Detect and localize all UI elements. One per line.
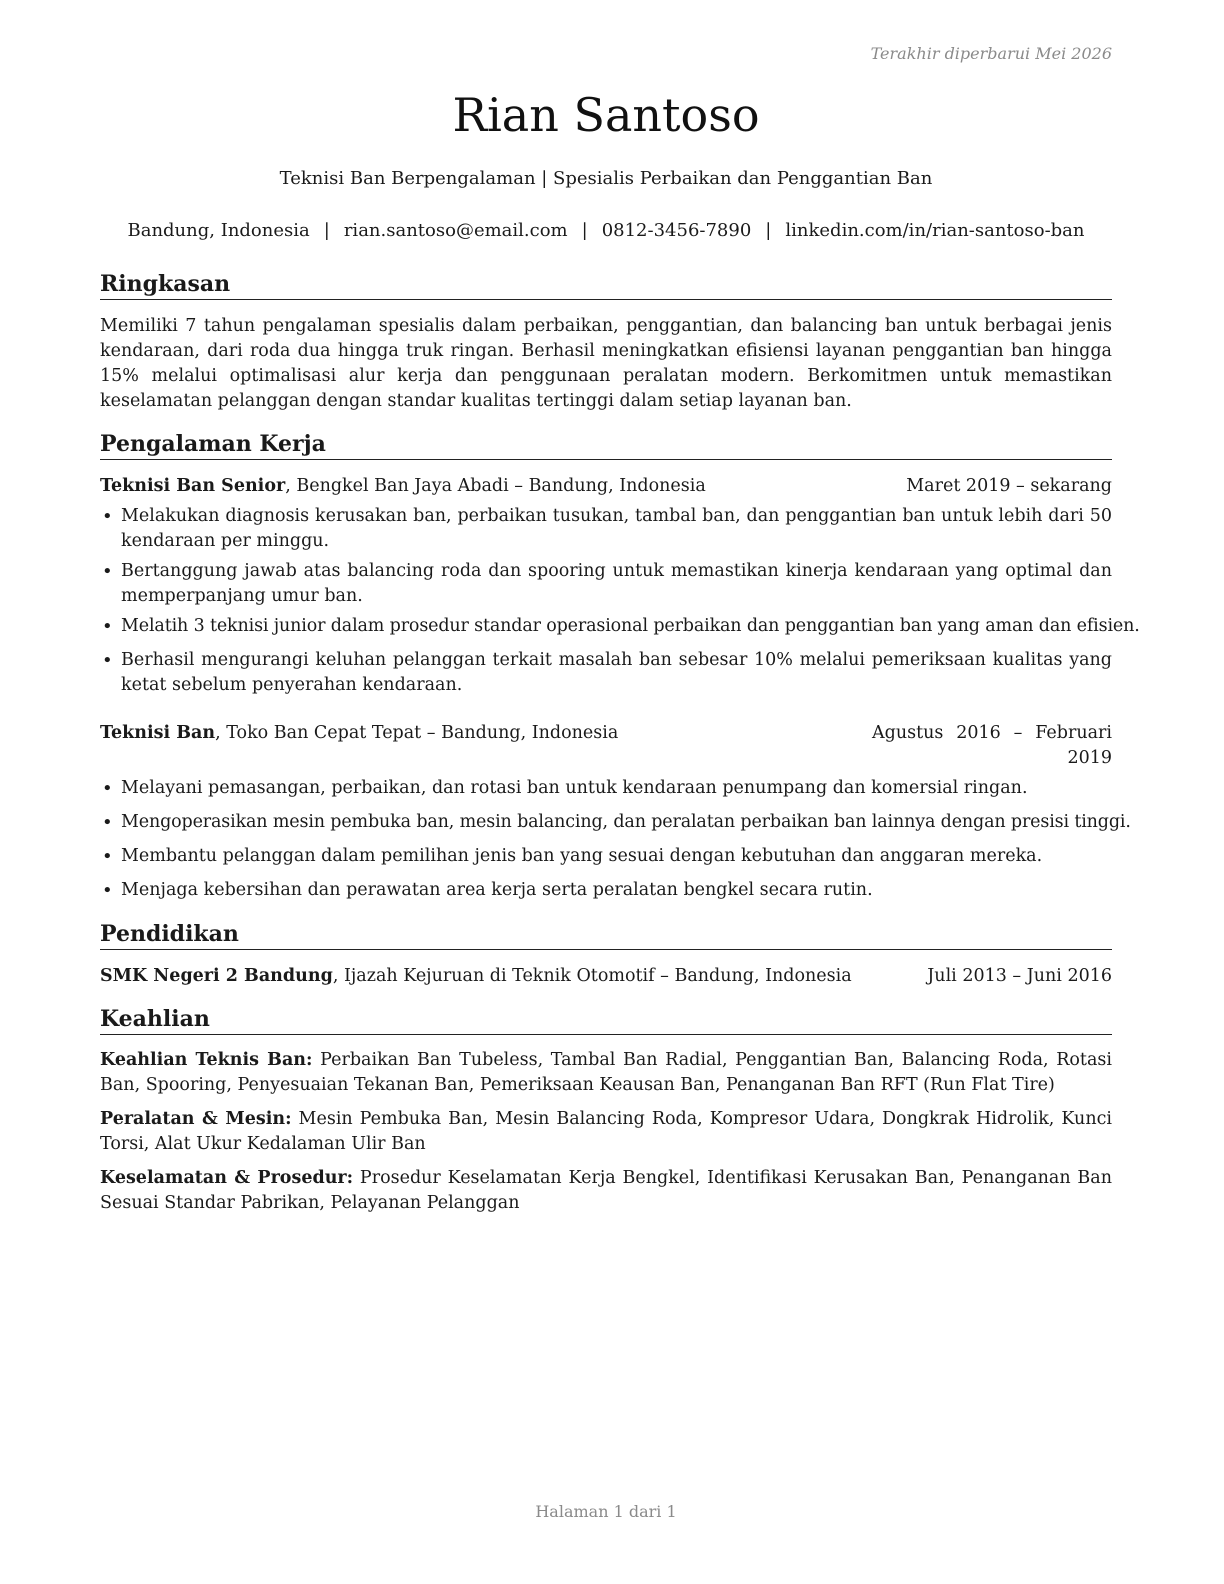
list-item: • Membantu pelanggan dalam pemilihan jenis ban yang sesuai dengan kebutuhan dan anggaran mereka. bbox=[100, 844, 1112, 869]
resume-page bbox=[100, 0, 1140, 1584]
job-company: , Bengkel Ban Jaya Abadi – Bandung, Indonesia bbox=[285, 476, 706, 496]
education-school: SMK Negeri 2 Bandung bbox=[100, 966, 333, 986]
skill-group-text: Prosedur Keselamatan Kerja Bengkel, Identifikasi Kerusakan Ban, Penanganan Ban Sesuai Standar Pabrikan, Pelayanan Pelanggan bbox=[100, 1168, 1112, 1213]
skill-group-text: Mesin Pembuka Ban, Mesin Balancing Roda, Kompresor Udara, Dongkrak Hidrolik, Kunci Torsi, Alat Ukur Kedalaman Ulir Ban bbox=[100, 1109, 1112, 1154]
skill-group-label: Peralatan & Mesin: bbox=[100, 1109, 292, 1129]
contact-separator: | bbox=[323, 220, 330, 241]
summary-text: Memiliki 7 tahun pengalaman spesialis dalam perbaikan, penggantian, dan balancing ban untuk berbagai jenis kendaraan, dari roda dua hingga truk ringan. Berhasil meningkatkan efisiensi layanan penggantian ban hingga 15% melalui optimalisasi alur kerja dan penggunaan peralatan modern. Berkomitmen untuk memastikan keselamatan pelanggan dengan standar kualitas tertinggi dalam setiap layanan ban. bbox=[100, 316, 1112, 411]
last-updated: Terakhir diperbarui Mei 2026 bbox=[870, 44, 1112, 63]
page-footer: Halaman 1 dari 1 bbox=[535, 1502, 677, 1521]
list-item: • Mengoperasikan mesin pembuka ban, mesin balancing, dan peralatan perbaikan ban lainnya dengan presisi tinggi. bbox=[100, 810, 1112, 835]
contact-phone[interactable]: 0812-3456-7890 bbox=[601, 220, 752, 241]
tagline: Teknisi Ban Berpengalaman | Spesialis Perbaikan dan Penggantian Ban bbox=[279, 168, 933, 189]
section-title-summary: Ringkasan bbox=[100, 270, 1112, 300]
list-item: • Bertanggung jawab atas balancing roda dan spooring untuk memastikan kinerja kendaraan yang optimal dan memperpanjang umur ban. bbox=[100, 559, 1112, 609]
skill-group bbox=[100, 1048, 1112, 1098]
list-item: • Menjaga kebersihan dan perawatan area kerja serta peralatan bengkel secara rutin. bbox=[100, 878, 1112, 903]
job-company: , Toko Ban Cepat Tepat – Bandung, Indonesia bbox=[215, 723, 619, 743]
section-title-experience: Pengalaman Kerja bbox=[100, 430, 1112, 460]
education-detail: , Ijazah Kejuruan di Teknik Otomotif – Bandung, Indonesia bbox=[332, 966, 852, 986]
skill-group-text: Perbaikan Ban Tubeless, Tambal Ban Radial, Penggantian Ban, Balancing Roda, Rotasi Ban, Spooring, Penyesuaian Tekanan Ban, Pemeriksaan Keausan Ban, Penanganan Ban RFT (Run Flat Tire) bbox=[100, 1050, 1112, 1095]
list-item: • Melatih 3 teknisi junior dalam prosedur standar operasional perbaikan dan penggantian ban yang aman dan efisien. bbox=[100, 614, 1112, 639]
contact-linkedin[interactable]: linkedin.com/in/rian-santoso-ban bbox=[785, 220, 1085, 241]
list-item: • Melayani pemasangan, perbaikan, dan rotasi ban untuk kendaraan penumpang dan komersial ringan. bbox=[100, 776, 1112, 801]
job-role: Teknisi Ban bbox=[100, 723, 216, 743]
contact-email[interactable]: rian.santoso@email.com bbox=[343, 220, 568, 241]
education-dates: Juli 2013 – Juni 2016 bbox=[927, 966, 1112, 986]
contact-separator: | bbox=[581, 220, 588, 241]
education-entry bbox=[100, 964, 1112, 989]
job-header bbox=[100, 474, 1112, 499]
contact-separator: | bbox=[765, 220, 772, 241]
section-title-skills: Keahlian bbox=[100, 1005, 1112, 1035]
job-header bbox=[100, 721, 1112, 768]
job-bullets bbox=[100, 504, 1140, 698]
candidate-name: Rian Santoso bbox=[452, 88, 760, 142]
job-dates: Agustus 2016 – Februari 2019 bbox=[872, 723, 1112, 768]
section-title-education: Pendidikan bbox=[100, 920, 1112, 950]
list-item: • Melakukan diagnosis kerusakan ban, perbaikan tusukan, tambal ban, dan penggantian ban untuk lebih dari 50 kendaraan per minggu. bbox=[100, 504, 1112, 554]
skill-group-label: Keahlian Teknis Ban: bbox=[100, 1050, 313, 1070]
list-item: • Berhasil mengurangi keluhan pelanggan terkait masalah ban sebesar 10% melalui pemeriksaan kualitas yang ketat sebelum penyerahan kendaraan. bbox=[100, 648, 1112, 698]
job-role: Teknisi Ban Senior bbox=[100, 476, 286, 496]
job-dates: Maret 2019 – sekarang bbox=[906, 476, 1112, 496]
job-bullets bbox=[100, 776, 1131, 903]
skill-group bbox=[100, 1166, 1112, 1216]
contact-location: Bandung, Indonesia bbox=[127, 220, 310, 241]
skill-group bbox=[100, 1107, 1112, 1157]
skill-group-label: Keselamatan & Prosedur: bbox=[100, 1168, 354, 1188]
contact-line bbox=[100, 220, 1112, 241]
